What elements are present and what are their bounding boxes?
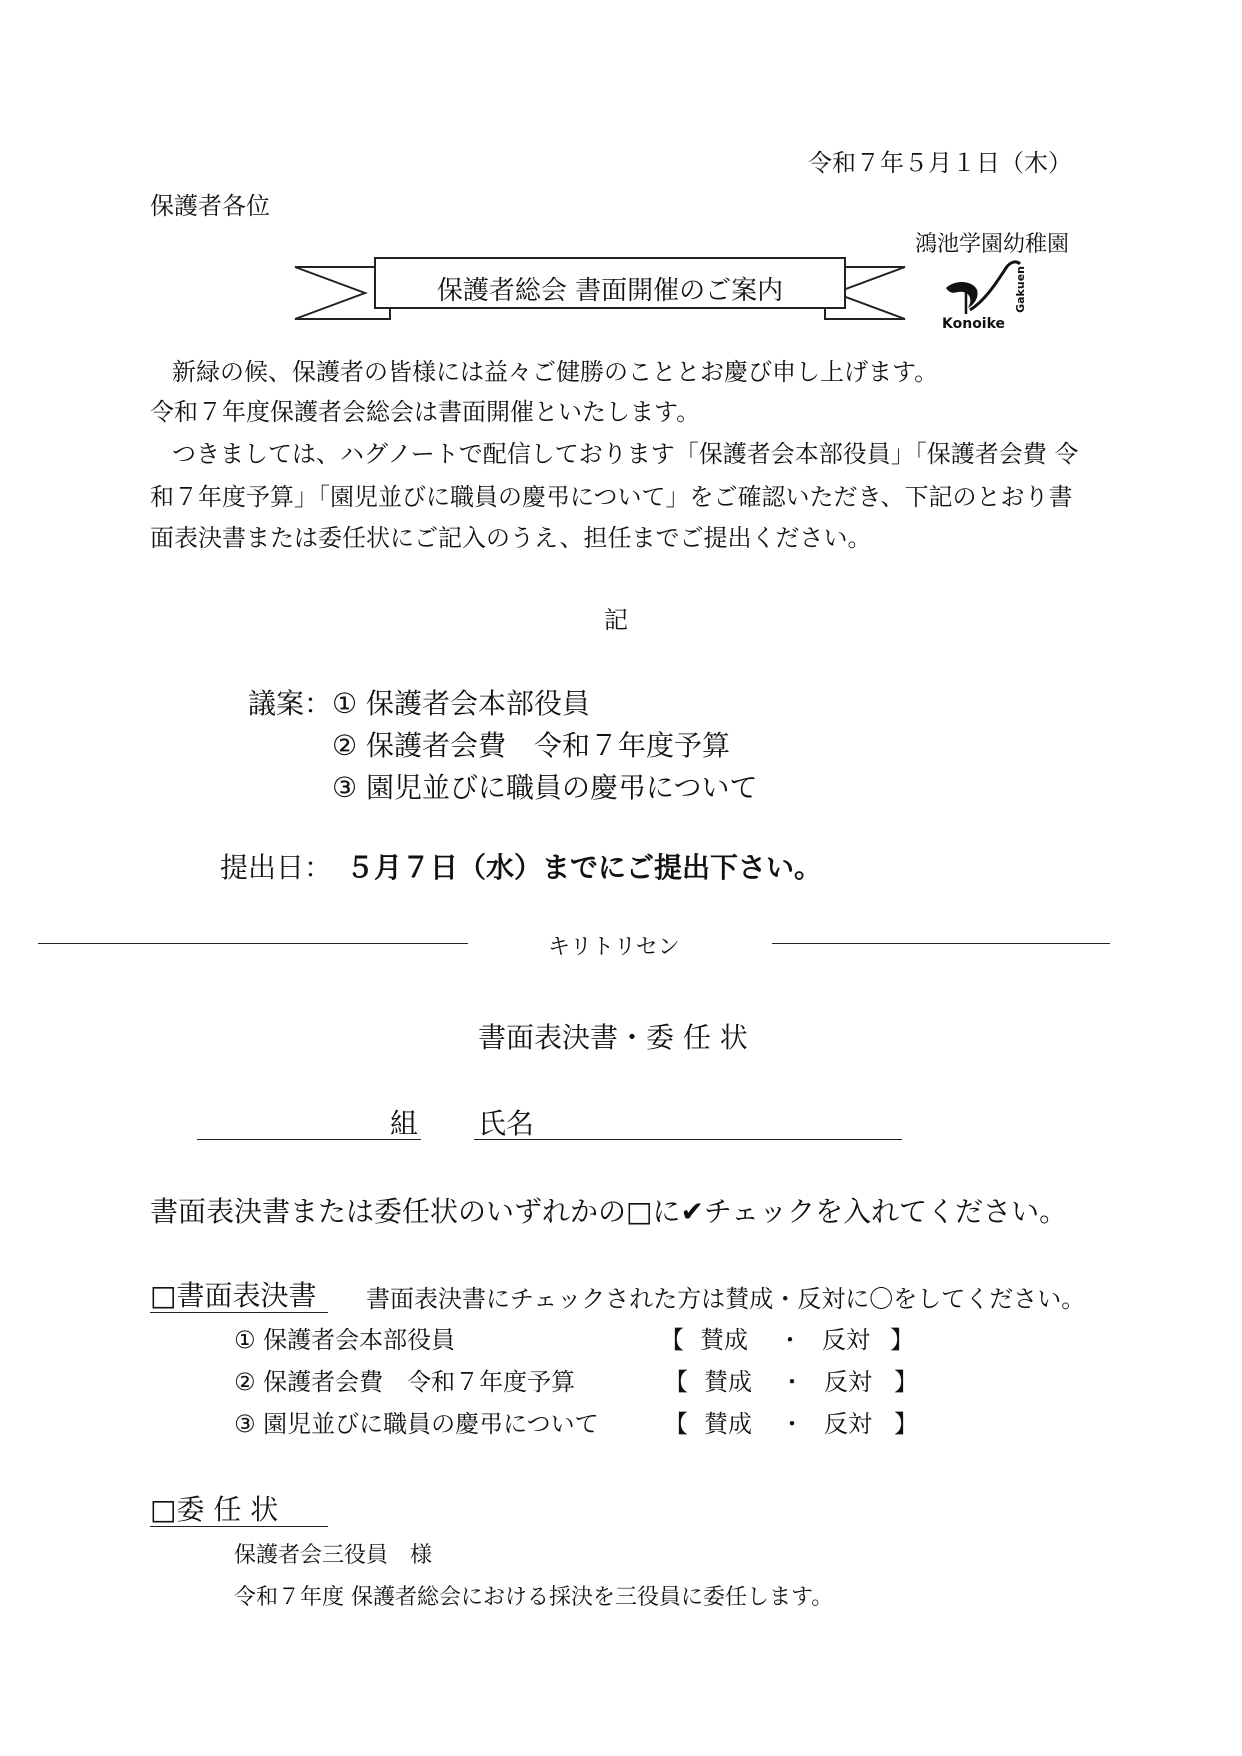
proxy-heading-underline (150, 1526, 328, 1527)
vote-row-2 (0, 1362, 1242, 1396)
vote-item-label: ② 保護者会費 令和７年度予算 (234, 1368, 576, 1396)
vote-item-label: ③ 園児並びに職員の慶弔について (234, 1410, 599, 1438)
cut-line-left (38, 943, 468, 944)
option-separator: ・ (780, 1410, 804, 1438)
body-line-3: つきましては、ハグノートで配信しております「保護者会本部役員」「保護者会費 令 (172, 440, 1079, 468)
bracket-close: 】 (890, 1326, 914, 1354)
agenda-item-2: ② 保護者会費 令和７年度予算 (332, 729, 731, 762)
body-line-1: 新緑の候、保護者の皆様には益々ご健勝のこととお慶び申し上げます。 (172, 358, 939, 386)
proxy-addressee: 保護者会三役員 様 (234, 1543, 433, 1568)
logo-text-gakuen: Gakuen (1014, 266, 1027, 313)
logo-text-konoike: Konoike (942, 316, 1006, 332)
bracket-open: 【 (660, 1326, 684, 1354)
agenda-item-1: ① 保護者会本部役員 (332, 687, 591, 720)
form-title: 書面表決書・委 任 状 (478, 1021, 748, 1054)
vote-section-heading[interactable]: □書面表決書 (150, 1279, 317, 1312)
deadline-label: 提出日： (220, 851, 333, 884)
body-line-2: 令和７年度保護者会総会は書面開催といたします。 (150, 398, 701, 426)
deadline-value: ５月７日（水）までにご提出下さい。 (346, 851, 823, 884)
school-logo (940, 258, 1040, 338)
oppose-option[interactable]: 反対 (822, 1326, 870, 1354)
name-label: 氏名 (478, 1107, 535, 1140)
proxy-statement: 令和７年度 保護者総会における採決を三役員に委任します。 (234, 1585, 834, 1610)
form-instruction: 書面表決書または委任状のいずれかの□に✔チェックを入れてください。 (150, 1195, 1068, 1228)
body-line-4: 和７年度予算」「園児並びに職員の慶弔について」をご確認いただき、下記のとおり書 (150, 483, 1073, 511)
cut-line-right (772, 943, 1110, 944)
bracket-close: 】 (894, 1368, 918, 1396)
vote-section-note: 書面表決書にチェックされた方は賛成・反対に〇をしてください。 (366, 1285, 1086, 1313)
vote-row-1 (0, 1320, 1242, 1354)
bracket-open: 【 (664, 1410, 688, 1438)
approve-option[interactable]: 賛成 (700, 1326, 748, 1354)
document-date: 令和７年５月１日（木） (808, 149, 1072, 177)
bracket-open: 【 (664, 1368, 688, 1396)
agenda-item-3: ③ 園児並びに職員の慶弔について (332, 771, 758, 804)
proxy-section-heading[interactable]: □委 任 状 (150, 1493, 279, 1526)
bracket-close: 】 (894, 1410, 918, 1438)
recipient-line: 保護者各位 (150, 192, 270, 220)
approve-option[interactable]: 賛成 (704, 1368, 752, 1396)
option-separator: ・ (778, 1326, 802, 1354)
sender-name: 鴻池学園幼稚園 (915, 232, 1070, 257)
option-separator: ・ (780, 1368, 804, 1396)
vote-item-label: ① 保護者会本部役員 (234, 1326, 456, 1354)
approve-option[interactable]: 賛成 (704, 1410, 752, 1438)
body-line-5: 面表決書または委任状にご記入のうえ、担任までご提出ください。 (150, 524, 872, 552)
title-banner (290, 250, 930, 320)
vote-heading-underline (150, 1312, 328, 1313)
oppose-option[interactable]: 反対 (824, 1368, 872, 1396)
agenda-label: 議案： (248, 687, 333, 720)
vote-row-3 (0, 1404, 1242, 1438)
name-field-line[interactable] (474, 1139, 902, 1140)
class-label: 組 (390, 1107, 419, 1140)
cut-line-label: キリトリセン (548, 935, 680, 960)
oppose-option[interactable]: 反対 (824, 1410, 872, 1438)
ki-heading: 記 (604, 606, 628, 634)
banner-title: 保護者総会 書面開催のご案内 (436, 276, 784, 306)
class-field-line[interactable] (197, 1139, 421, 1140)
